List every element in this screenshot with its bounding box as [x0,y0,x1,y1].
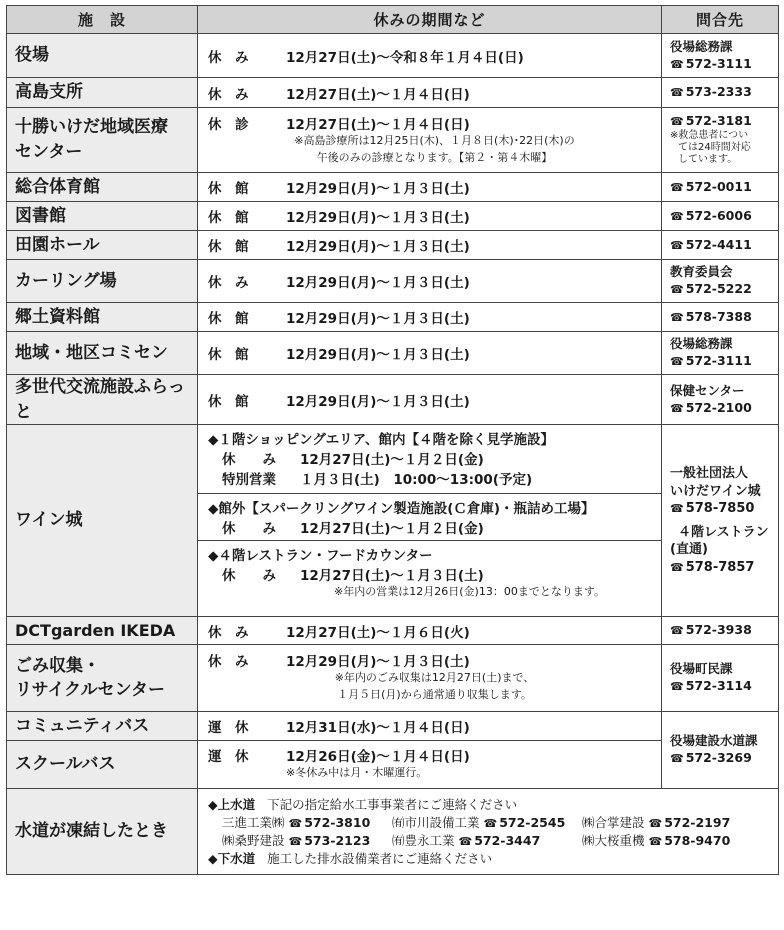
phone-icon: ☎ 572-4411 [670,237,778,254]
header-facility: 施 設 [7,6,198,34]
wine-section-3: ◆４階レストラン・フードカウンター 休 み 12月27日(土)～１月３日(土) ※年内の営業は12月26日(金)13：00までとなります。 [198,540,661,607]
wine-section-2: ◆館外【スパークリングワイン製造施設(Ｃ倉庫)・瓶詰め工場】 休 み 12月27日(土)～１月２日(金) [198,493,661,540]
facility-name: 高島支所 [7,78,198,108]
facility-name: 郷土資料館 [7,303,198,332]
table-row [7,375,779,425]
contact-cell [662,617,779,645]
contact-cell [662,202,779,231]
period-cell: 休 館 12月29日(月)～１月３日(土) [198,303,662,332]
phone-icon: ☎ 572-2545 [484,815,566,830]
contact-cell: 役場町民課 ☎ 572-3114 [662,645,779,712]
phone-icon: ☎ 572-3447 [459,833,541,848]
contact-cell: 一般社団法人 いけだワイン城 ☎ 578-7850 ４階レストラン (直通) ☎ 578-7857 [662,425,779,617]
period-cell: 休 館 12月29日(月)～１月３日(土) [198,202,662,231]
phone-icon: ☎ 578-7388 [670,309,778,326]
table-row [7,202,779,231]
phone-icon: ☎ 572-3111 [670,353,778,370]
phone-icon: ☎ 578-9470 [649,833,731,848]
contact-cell: 役場総務課 ☎ 572-3111 [662,34,779,78]
period-cell: 休 館 12月29日(月)～１月３日(土) [198,231,662,260]
period-cell: 運 休 12月31日(水)～１月４日(日) [198,712,662,741]
period-cell: 休 み 12月29日(月)～１月３日(土) [198,260,662,303]
table-row [7,34,779,78]
phone-icon: ☎ 572-3111 [670,56,778,73]
phone-icon: ☎ 572-0011 [670,179,778,196]
contact-cell: 保健センター ☎ 572-2100 [662,375,779,425]
phone-icon: ☎ 578-7850 [670,500,778,518]
phone-icon: ☎ 572-3181 [670,113,778,130]
phone-icon: ☎ 572-5222 [670,281,778,298]
phone-icon: ☎ 572-3114 [670,678,778,695]
contact-cell [662,231,779,260]
facility-name: 十勝いけだ地域医療 センター [7,108,198,173]
table-header [7,6,779,34]
phone-icon: ☎ 573-2333 [670,84,778,101]
facility-name: 役場 [7,34,198,78]
period-cell: 休 み 12月27日(土)～令和８年１月４日(日) [198,34,662,78]
table-row [7,712,779,741]
facility-name: ワイン城 [7,425,198,617]
table-row [7,617,779,645]
contact-cell [662,303,779,332]
facility-name: スクールバス [7,741,198,789]
table-row [7,231,779,260]
period-cell: 休 館 12月29日(月)～１月３日(土) [198,375,662,425]
phone-icon: ☎ 572-2197 [649,815,731,830]
table-row [7,108,779,173]
contact-cell: 役場建設水道課 ☎ 572-3269 [662,712,779,789]
period-cell: 休 み 12月29日(月)～１月３日(土) ※年内のごみ収集は12月27日(土)まで、 １月５日(月)から通常通り収集します。 [198,645,662,712]
period-cell: 休 館 12月29日(月)～１月３日(土) [198,173,662,202]
contact-cell: ☎ 572-3181 ※救急患者につい ては24時間対応 しています。 [662,108,779,173]
contact-cell [662,173,779,202]
facility-name: 地域・地区コミセン [7,332,198,375]
closure-table [6,5,779,875]
facility-name: 多世代交流施設ふらっと [7,375,198,425]
phone-icon: ☎ 578-7857 [670,559,778,577]
period-cell: 休 み 12月27日(土)～１月４日(日) [198,78,662,108]
phone-icon: ☎ 572-3810 [289,815,371,830]
table-row [7,332,779,375]
facility-name: カーリング場 [7,260,198,303]
facility-name: 田園ホール [7,231,198,260]
period-cell: 休 診 12月27日(土)～１月４日(日) ※高島診療所は12月25日(木)、１月８日(木)･22日(木)の 午後のみの診療となります。【第２・第４木曜】 [198,108,662,173]
period-cell: 運 休 12月26日(金)～１月４日(日) ※冬休み中は月・木曜運行。 [198,741,662,789]
period-cell [198,425,662,617]
facility-name: ごみ収集・ リサイクルセンター [7,645,198,712]
phone-icon: ☎ 572-3269 [670,750,778,767]
facility-name: DCTgarden IKEDA [7,617,198,645]
table-row [7,645,779,712]
phone-icon: ☎ 573-2123 [289,833,371,848]
table-row [7,260,779,303]
wine-section-1: ◆１階ショッピングエリア、館内【４階を除く見学施設】 休 み 12月27日(土)～１月２日(金) 特別営業 １月３日(土) 10:00～13:00(予定) [208,432,554,489]
facility-name: 図書館 [7,202,198,231]
contact-cell [662,78,779,108]
contact-cell: 役場総務課 ☎ 572-3111 [662,332,779,375]
facility-name: 水道が凍結したとき [7,789,198,875]
header-contact: 問合先 [662,6,779,34]
water-info-cell: ◆上水道 下記の指定給水工事事業者にご連絡ください 三進工業㈱ ☎ 572-3810 ㈲市川設備工業 ☎ 572-2545 ㈱合掌建設 ☎ 572-2197 ㈱桑野建設 ☎ 573-2123 ㈲豊永工業 ☎ 572-3447 ㈱大桜重機 ☎ 578-9470 ◆下水道 施工した排水設備業者にご連絡ください [198,789,779,875]
contact-cell: 教育委員会 ☎ 572-5222 [662,260,779,303]
header-period: 休みの期間など [198,6,662,34]
table-row [7,303,779,332]
facility-name: 総合体育館 [7,173,198,202]
period-cell: 休 館 12月29日(月)～１月３日(土) [198,332,662,375]
period-cell: 休 み 12月27日(土)～１月６日(火) [198,617,662,645]
phone-icon: ☎ 572-3938 [670,622,778,639]
table-row [7,78,779,108]
phone-icon: ☎ 572-6006 [670,208,778,225]
phone-icon: ☎ 572-2100 [670,400,778,417]
facility-name: コミュニティバス [7,712,198,741]
table-row [7,173,779,202]
wine-castle-row [7,425,779,617]
table-row [7,789,779,875]
